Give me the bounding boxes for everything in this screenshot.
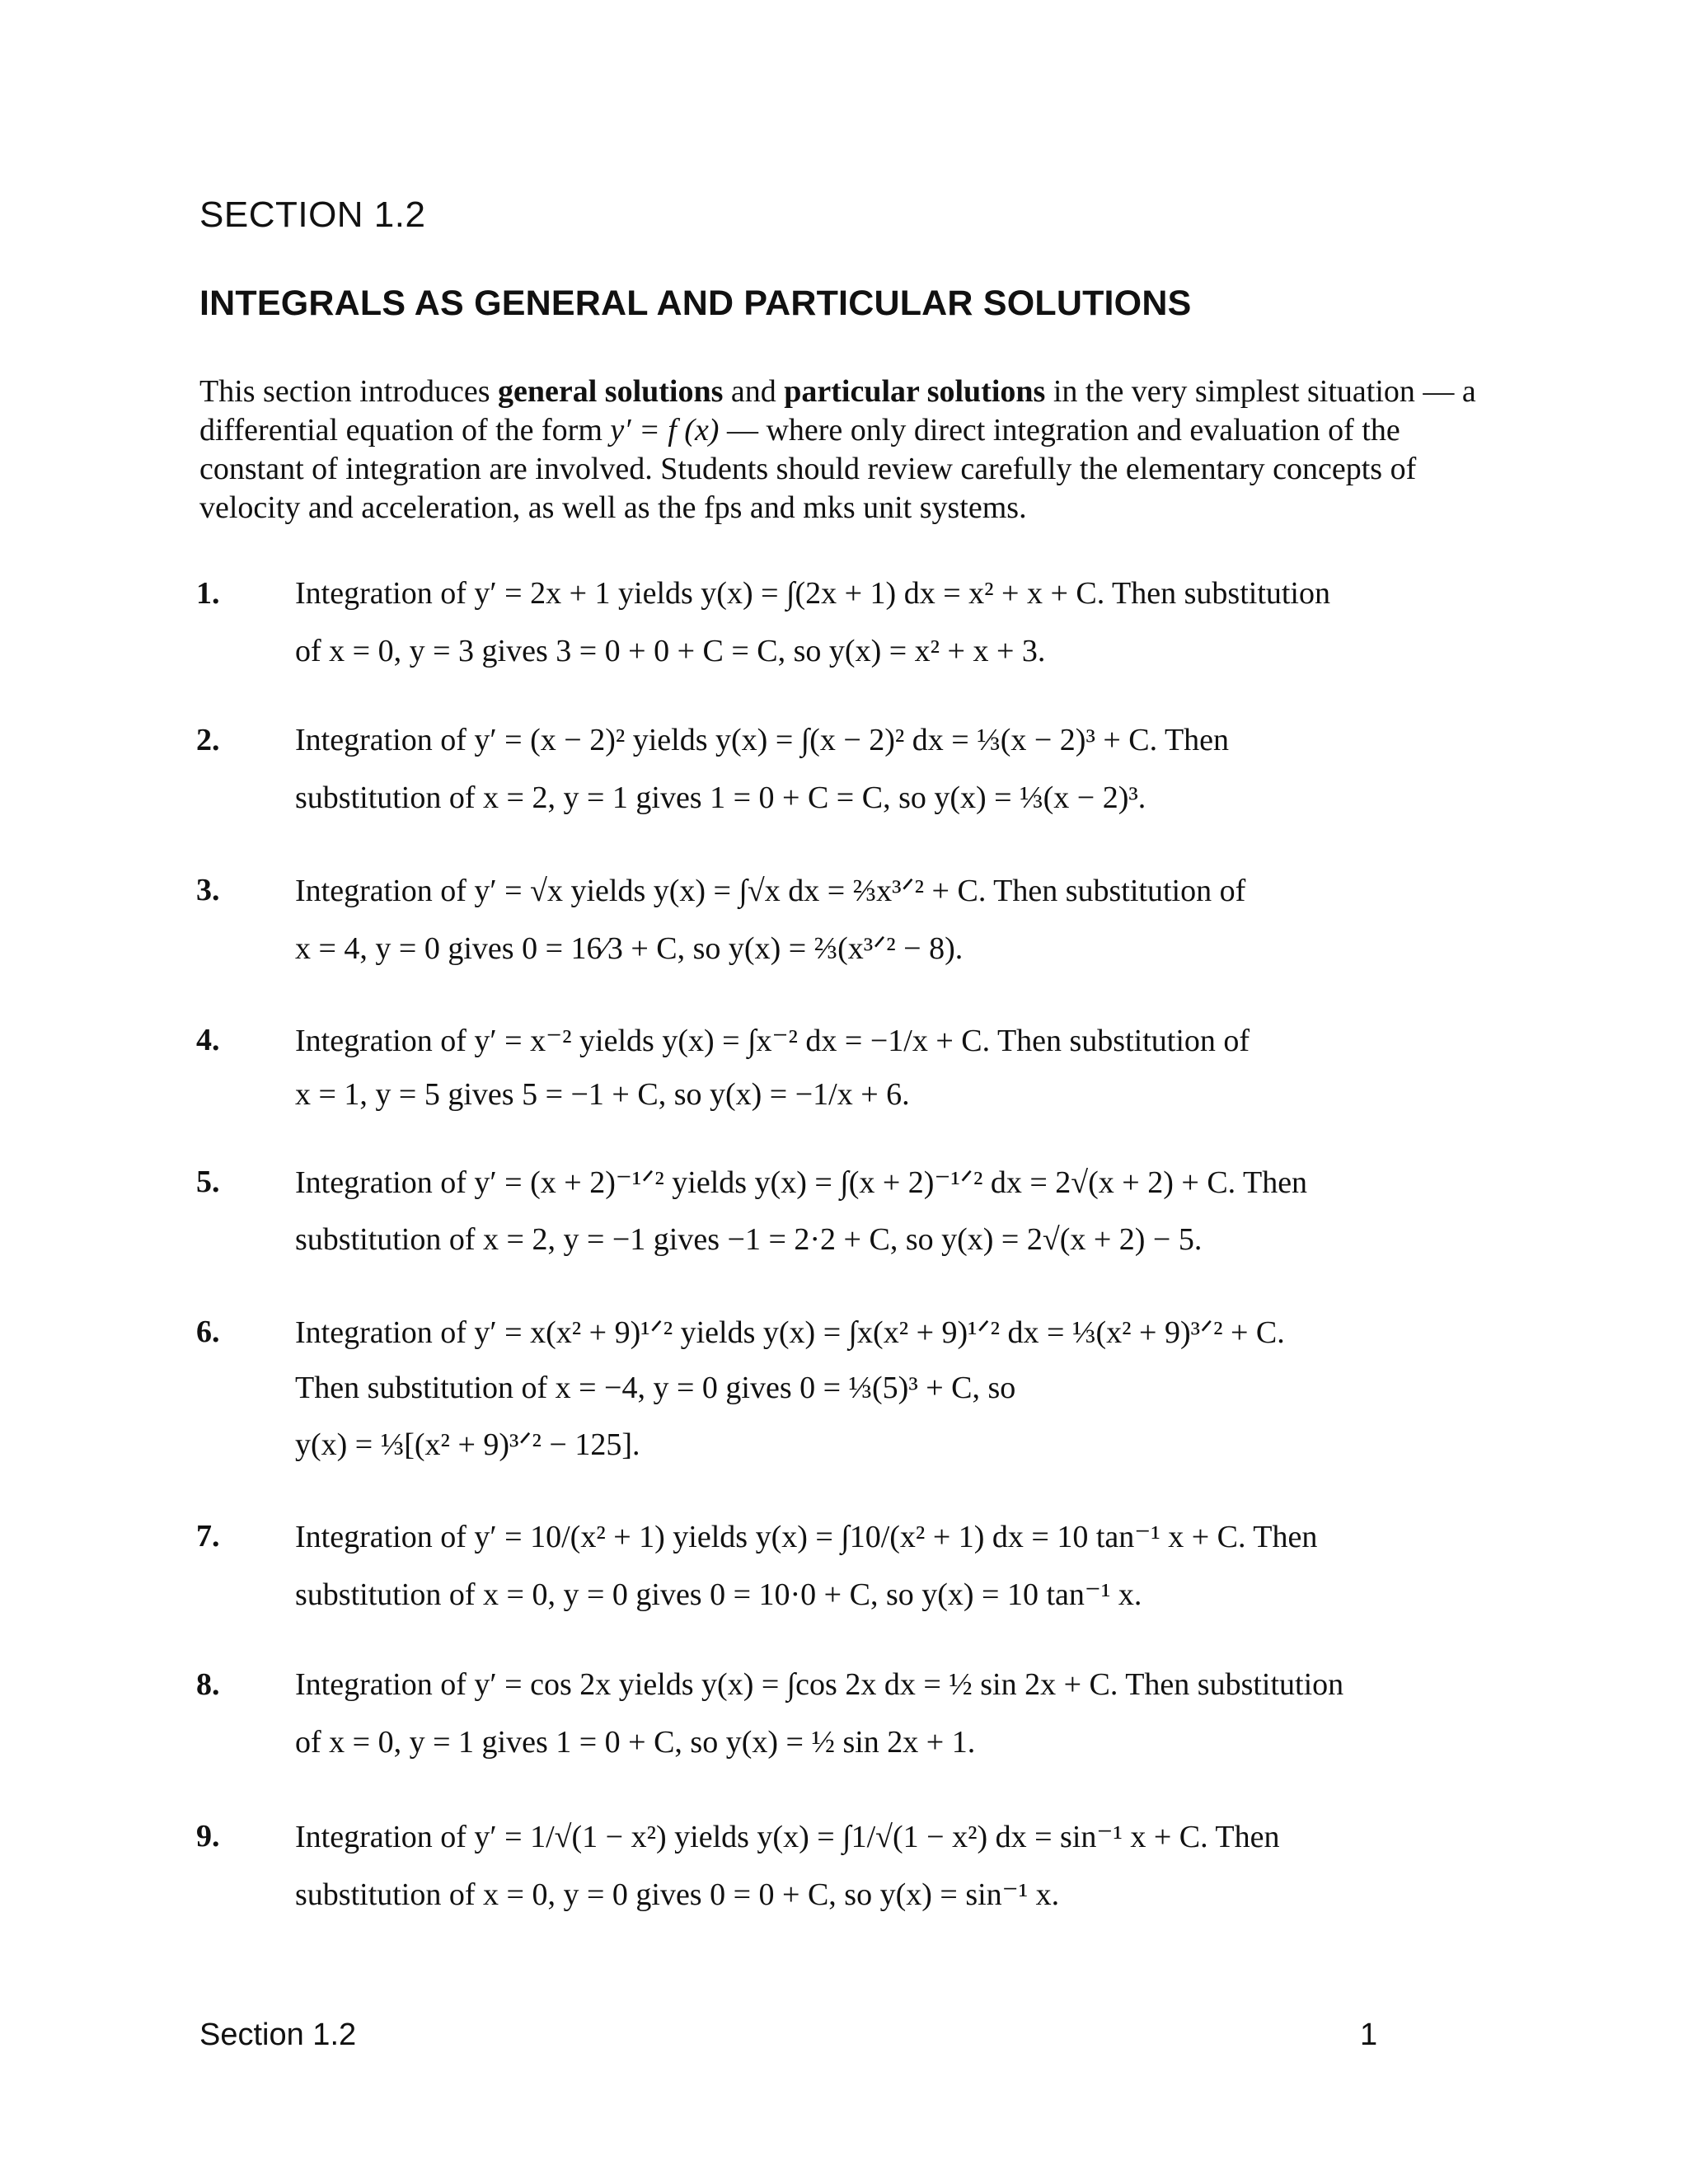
problem-5-line-2: substitution of x = 2, y = −1 gives −1 = 2·2 + C, so y(x) = 2√(x + 2) − 5. <box>295 1222 1203 1257</box>
problem-1-line-1: Integration of y′ = 2x + 1 yields y(x) = ∫(2x + 1) dx = x² + x + C. Then substitution <box>295 576 1330 611</box>
intro-text-1: This section introduces <box>199 374 498 409</box>
problem-1-line-2: of x = 0, y = 3 gives 3 = 0 + 0 + C = C, so y(x) = x² + x + 3. <box>295 634 1046 668</box>
problem-9-number: 9. <box>196 1819 220 1854</box>
problem-2-number: 2. <box>196 723 220 757</box>
problem-6-number: 6. <box>196 1315 220 1349</box>
problem-3-line-1: Integration of y′ = √x yields y(x) = ∫√x dx = ⅔x³ᐟ² + C. Then substitution of <box>295 874 1246 908</box>
problem-3-number: 3. <box>196 873 220 907</box>
problem-2-line-1: Integration of y′ = (x − 2)² yields y(x) = ∫(x − 2)² dx = ⅓(x − 2)³ + C. Then <box>295 723 1230 757</box>
intro-equation: y′ = f (x) <box>610 413 720 448</box>
intro-paragraph <box>199 373 1485 527</box>
problem-5-line-1: Integration of y′ = (x + 2)⁻¹ᐟ² yields y(x) = ∫(x + 2)⁻¹ᐟ² dx = 2√(x + 2) + C. Then <box>295 1165 1308 1200</box>
intro-text-2: and <box>723 374 785 409</box>
intro-bold-general: general solutions <box>497 374 724 409</box>
problem-4-number: 4. <box>196 1023 220 1057</box>
problem-7-line-1: Integration of y′ = 10/(x² + 1) yields y(x) = ∫10/(x² + 1) dx = 10 tan⁻¹ x + C. Then <box>295 1520 1318 1554</box>
problem-9-line-2: substitution of x = 0, y = 0 gives 0 = 0 + C, so y(x) = sin⁻¹ x. <box>295 1877 1060 1912</box>
intro-text-3: in the very simplest situation — a differential equation of the form <box>199 374 1476 448</box>
problem-9-line-1: Integration of y′ = 1/√(1 − x²) yields y(x) = ∫1/√(1 − x²) dx = sin⁻¹ x + C. Then <box>295 1820 1280 1854</box>
page-number: 1 <box>1360 2018 1378 2052</box>
problem-1-number: 1. <box>196 576 220 611</box>
problem-8-number: 8. <box>196 1667 220 1702</box>
problem-8-line-2: of x = 0, y = 1 gives 1 = 0 + C, so y(x) = ½ sin 2x + 1. <box>295 1725 976 1760</box>
problem-3-line-2: x = 4, y = 0 gives 0 = 16⁄3 + C, so y(x) = ⅔(x³ᐟ² − 8). <box>295 931 964 966</box>
problem-6-line-1: Integration of y′ = x(x² + 9)¹ᐟ² yields y(x) = ∫x(x² + 9)¹ᐟ² dx = ⅓(x² + 9)³ᐟ² + C. <box>295 1315 1285 1350</box>
footer-section-label: Section 1.2 <box>199 2018 357 2052</box>
problem-4-line-1: Integration of y′ = x⁻² yields y(x) = ∫x⁻² dx = −1/x + C. Then substitution of <box>295 1024 1250 1058</box>
problem-8-line-1: Integration of y′ = cos 2x yields y(x) = ∫cos 2x dx = ½ sin 2x + C. Then substitution <box>295 1667 1344 1702</box>
intro-text-4: — where only direct integration and evaluation of the constant of integration are involved. Students should review carefully the elementary concepts of velocity and acceleration, as well as the fps and mks unit systems. <box>199 413 1417 525</box>
problem-2-line-2: substitution of x = 2, y = 1 gives 1 = 0 + C = C, so y(x) = ⅓(x − 2)³. <box>295 780 1146 815</box>
problem-6-line-3: y(x) = ⅓[(x² + 9)³ᐟ² − 125]. <box>295 1427 640 1462</box>
problem-6-line-2: Then substitution of x = −4, y = 0 gives 0 = ⅓(5)³ + C, so <box>295 1371 1016 1405</box>
intro-bold-particular: particular solutions <box>784 374 1046 409</box>
problem-5-number: 5. <box>196 1165 220 1199</box>
page-title: INTEGRALS AS GENERAL AND PARTICULAR SOLUTIONS <box>199 284 1192 323</box>
problem-7-number: 7. <box>196 1519 220 1554</box>
problem-4-line-2: x = 1, y = 5 gives 5 = −1 + C, so y(x) = −1/x + 6. <box>295 1077 910 1112</box>
problem-7-line-2: substitution of x = 0, y = 0 gives 0 = 10·0 + C, so y(x) = 10 tan⁻¹ x. <box>295 1577 1142 1612</box>
section-label: SECTION 1.2 <box>199 194 426 235</box>
